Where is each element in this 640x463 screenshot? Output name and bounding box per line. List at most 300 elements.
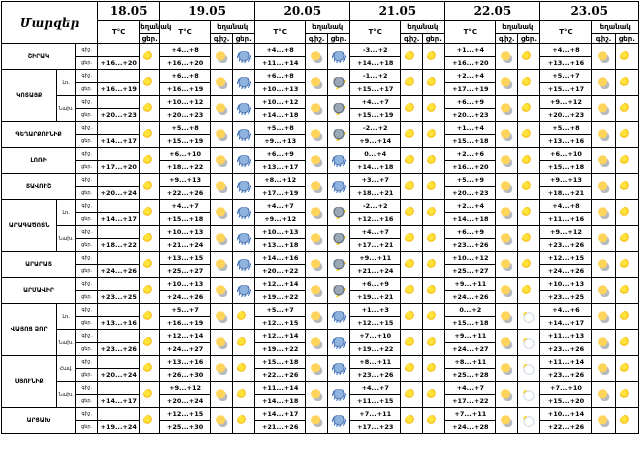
cloud-icon [522,311,536,323]
moon-icon [500,51,514,63]
temperature-cell: +20...+23 [540,109,592,122]
moon-icon [310,77,324,89]
temperature-cell [98,174,140,187]
temperature-cell: +12...+14 [160,330,211,343]
table-row [2,148,639,161]
moon-icon [597,103,611,115]
temperature-cell: +17...+19 [255,187,306,200]
temperature-cell: +4...+7 [445,382,496,395]
temperature-cell: +10...+13 [160,226,211,239]
weather-icon-cell [328,174,350,200]
temperature-cell [98,304,140,317]
weather-icon-cell [306,330,328,356]
day-subheader: ցեր. [233,34,255,44]
weather-icon-cell [233,122,255,148]
sun-icon [143,155,157,167]
zone-label: Լռ. [57,70,76,96]
weather-icon-cell [306,382,328,408]
date-header-20-05: 20.05 [255,2,350,21]
table-row [2,44,639,57]
temperature-cell: +12...+16 [350,213,401,226]
weather-icon-cell [496,252,518,278]
region-name: ՇԻՐԱԿ [2,44,76,70]
temperature-cell: +12...+15 [350,317,401,330]
weather-icon-cell [615,200,638,226]
moon-icon [597,311,611,323]
temperature-cell: +21...+24 [350,265,401,278]
temperature-cell: +20...+24 [98,369,140,382]
rain-icon [237,77,251,89]
zone-label: Լռ. [57,304,76,330]
rain-icon [332,337,346,349]
weather-icon-cell [140,96,160,122]
moon-icon [215,415,229,427]
weather-icon-cell [592,278,615,304]
zone-label: Լռ. [57,200,76,226]
weather-icon-cell [401,200,423,226]
day-label: ցեր. [76,239,98,252]
weather-icon-cell [140,252,160,278]
temperature-cell: +15...+19 [350,109,401,122]
moon-icon [597,207,611,219]
temperature-cell: +24...+28 [445,421,496,434]
weather-icon-cell [423,148,445,174]
rain-icon [332,389,346,401]
moon-icon [500,311,514,323]
weather-header: եղանակ [401,21,445,34]
weather-header: եղանակ [496,21,540,34]
night-label: գիշ. [76,44,98,57]
temperature-cell: +24...+27 [445,343,496,356]
temperature-cell: +6...+9 [445,96,496,109]
temperature-cell: +6...+8 [160,70,211,83]
temperature-cell: +24...+26 [160,291,211,304]
temperature-cell: +20...+22 [255,265,306,278]
temperature-cell: -2...+2 [350,122,401,135]
weather-icon-cell [423,70,445,96]
moon-icon [310,51,324,63]
weather-icon-cell [615,70,638,96]
storm-icon [332,103,346,115]
sun-icon [405,311,419,323]
temperature-cell: +19...+22 [350,343,401,356]
weather-icon-cell [233,278,255,304]
weather-icon-cell [306,408,328,434]
weather-icon-cell [328,122,350,148]
moon-icon [500,259,514,271]
date-header-21-05: 21.05 [350,2,445,21]
rain-icon [332,415,346,427]
temperature-cell: +12...+15 [160,408,211,421]
day-subheader: ցեր. [518,34,540,44]
temperature-cell [98,96,140,109]
moon-icon [215,389,229,401]
temperature-cell: +10...+12 [160,96,211,109]
moon-icon [597,259,611,271]
cloud-icon [522,389,536,401]
temperature-cell: +25...+27 [160,265,211,278]
temperature-cell: +13...+16 [98,317,140,330]
sun-icon [427,389,441,401]
weather-icon-cell [592,330,615,356]
weather-icon-cell [518,70,540,96]
sun-icon [405,233,419,245]
weather-icon-cell [592,148,615,174]
temperature-cell: +9...+12 [255,213,306,226]
temperature-cell: +11...+14 [255,382,306,395]
weather-icon-cell [306,226,328,252]
weather-icon-cell [306,278,328,304]
sun-icon [405,129,419,141]
temperature-cell: +25...+28 [445,369,496,382]
temperature-cell: +16...+19 [160,317,211,330]
moon-icon [215,51,229,63]
sun-icon [405,51,419,63]
temperature-cell: +6...+9 [255,148,306,161]
weather-icon-cell [140,330,160,356]
weather-icon-cell [140,382,160,408]
sun-icon [405,181,419,193]
temperature-cell: +14...+18 [350,57,401,70]
sun-icon [620,103,634,115]
temperature-cell: +23...+25 [540,291,592,304]
temperature-cell: -2...+2 [350,200,401,213]
temperature-cell: +4...+7 [350,382,401,395]
moon-icon [500,155,514,167]
weather-icon-cell [233,382,255,408]
temperature-cell: +14...+18 [255,395,306,408]
sun-icon [405,155,419,167]
moon-icon [597,337,611,349]
rain-icon [237,259,251,271]
weather-icon-cell [233,174,255,200]
sun-icon [143,389,157,401]
sun-icon [237,311,251,323]
temperature-cell: +20...+23 [445,109,496,122]
temperature-cell: +13...+18 [255,239,306,252]
forecast-table [1,1,639,434]
temperature-cell: +24...+26 [98,265,140,278]
cloud-icon [522,363,536,375]
weather-icon-cell [401,122,423,148]
temperature-cell: +5...+7 [540,70,592,83]
weather-icon-cell [211,200,233,226]
temperature-cell: +14...+18 [445,213,496,226]
weather-icon-cell [328,226,350,252]
moon-icon [500,233,514,245]
weather-icon-cell [140,148,160,174]
temperature-cell: +9...+14 [350,135,401,148]
temperature-cell: +8...+12 [255,174,306,187]
temperature-cell: +2...+4 [445,200,496,213]
weather-icon-cell [496,304,518,330]
temperature-cell: +12...+14 [255,278,306,291]
day-subheader: ցեր. [141,34,158,43]
weather-icon-cell [140,278,160,304]
temperature-cell: +24...+26 [540,265,592,278]
day-label: ցեր. [76,161,98,174]
sun-icon [620,363,634,375]
night-subheader: գիշ. [211,34,233,44]
moon-icon [597,233,611,245]
temperature-cell: +9...+13 [160,174,211,187]
weather-icon-cell [401,148,423,174]
temperature-cell: +25...+30 [160,421,211,434]
weather-icon-cell [615,356,638,382]
moon-icon [310,389,324,401]
temperature-cell: +25...+27 [445,265,496,278]
temperature-cell: +4...+8 [540,44,592,57]
moon-icon [597,181,611,193]
temperature-cell: +5...+7 [255,304,306,317]
temperature-cell [98,408,140,421]
zone-label: Հավ. [57,356,76,382]
weather-icon-cell [401,278,423,304]
weather-icon-cell [233,200,255,226]
sun-icon [143,337,157,349]
temperature-cell: +10...+13 [255,226,306,239]
regions-header: Մարզեր [2,2,98,44]
day-label: ցեր. [76,369,98,382]
weather-icon-cell [401,382,423,408]
weather-icon-cell [518,278,540,304]
weather-icon-cell [615,304,638,330]
temperature-cell: 0...+2 [445,304,496,317]
moon-icon [215,77,229,89]
temperature-cell: +26...+30 [160,369,211,382]
temperature-cell: +9...+12 [540,226,592,239]
temperature-cell: +3...+7 [350,174,401,187]
table-row [2,122,639,135]
day-subheader: ցեր. [328,34,350,44]
temperature-cell: +15...+18 [255,356,306,369]
moon-icon [310,155,324,167]
temperature-cell: +16...+20 [445,57,496,70]
moon-icon [310,363,324,375]
moon-icon [215,155,229,167]
weather-icon-cell [211,174,233,200]
weather-icon-cell [615,148,638,174]
weather-icon-cell [306,356,328,382]
night-subheader: գիշ. [401,34,423,44]
weather-icon-cell [615,174,638,200]
weather-icon-cell [328,44,350,70]
weather-icon-cell [211,96,233,122]
temperature-cell: +24...+26 [445,291,496,304]
temperature-cell [98,148,140,161]
weather-icon-cell [306,44,328,70]
temperature-cell: +15...+18 [160,213,211,226]
temperature-cell: +22...+26 [540,421,592,434]
moon-icon [597,415,611,427]
region-name: ԼՈՌԻ [2,148,76,174]
date-header-22-05: 22.05 [445,2,540,21]
sun-icon [522,51,536,63]
weather-icon-cell [496,356,518,382]
day-label: ցեր. [76,343,98,356]
region-name: ԱՐԱԳԱԾՈՏՆ [2,200,57,252]
weather-icon-cell [496,382,518,408]
weather-icon-cell [423,200,445,226]
temperature-cell: +11...+15 [350,395,401,408]
moon-icon [310,181,324,193]
night-label: գիշ. [76,70,98,83]
weather-header: եղանակ [592,21,639,34]
date-header-19-05: 19.05 [160,2,255,21]
sun-icon [405,337,419,349]
weather-icon-cell [401,174,423,200]
temperature-cell: +14...+18 [350,161,401,174]
moon-icon [310,129,324,141]
rain-icon [237,233,251,245]
rain-icon [332,155,346,167]
moon-icon [500,285,514,297]
temperature-cell: +9...+11 [445,330,496,343]
storm-icon [332,285,346,297]
temp-header: T°C [445,21,496,44]
sun-icon [427,415,441,427]
temperature-cell: +12...+15 [255,317,306,330]
rain-icon [332,363,346,375]
night-label: գիշ. [76,200,98,213]
moon-icon [310,337,324,349]
weather-icon-cell [496,408,518,434]
moon-icon [597,51,611,63]
temperature-cell: +18...+21 [350,187,401,200]
moon-icon [500,363,514,375]
temperature-cell: +11...+14 [540,356,592,369]
zone-label: Նախ. [57,96,76,122]
temperature-cell: +22...+26 [255,369,306,382]
weather-icon-cell [233,304,255,330]
sun-icon [620,181,634,193]
rain-icon [237,181,251,193]
temperature-cell: +16...+20 [445,161,496,174]
temperature-cell: +23...+25 [98,291,140,304]
temperature-cell: +4...+8 [160,44,211,57]
temperature-cell: +10...+12 [445,252,496,265]
weather-icon-cell [211,70,233,96]
sun-icon [143,51,157,63]
temperature-cell: +16...+19 [160,83,211,96]
day-label: ցեր. [76,395,98,408]
temperature-cell: +2...+6 [445,148,496,161]
sun-icon [143,207,157,219]
temperature-cell: +16...+20 [98,57,140,70]
night-label: գիշ. [76,226,98,239]
night-label: գիշ. [76,148,98,161]
temperature-cell: +4...+8 [255,44,306,57]
zone-label: Նախ. [57,382,76,408]
moon-icon [597,77,611,89]
rain-icon [237,51,251,63]
moon-icon [215,207,229,219]
weather-icon-cell [592,96,615,122]
weather-icon-cell [211,356,233,382]
weather-icon-cell [496,96,518,122]
temperature-cell: +12...+15 [540,252,592,265]
temperature-cell: +14...+18 [255,109,306,122]
region-name: ԱՐՄԱՎԻՐ [2,278,76,304]
weather-icon-cell [233,408,255,434]
table-row [2,382,639,395]
storm-icon [332,259,346,271]
sun-icon [620,51,634,63]
weather-icon-cell [496,174,518,200]
moon-icon [500,389,514,401]
temperature-cell [98,226,140,239]
moon-icon [597,389,611,401]
weather-icon-cell [306,252,328,278]
sun-icon [522,129,536,141]
sun-icon [522,103,536,115]
temperature-cell: +17...+19 [445,83,496,96]
sun-icon [620,77,634,89]
zone-label: Նախ. [57,226,76,252]
date-header-18-05: 18.05 [98,2,160,21]
temperature-cell: +13...+16 [160,356,211,369]
day-subheader: ցեր. [423,34,445,44]
sun-icon [427,181,441,193]
sun-icon [522,155,536,167]
sun-icon [405,415,419,427]
sun-icon [427,363,441,375]
temperature-cell: +19...+22 [255,291,306,304]
weather-icon-cell [423,122,445,148]
weather-icon-cell [615,96,638,122]
weather-icon-cell [140,304,160,330]
temperature-cell: +23...+26 [350,369,401,382]
temperature-cell: +10...+14 [540,408,592,421]
temperature-cell: +6...+8 [255,70,306,83]
night-label: գիշ. [76,382,98,395]
temperature-cell: +18...+22 [98,239,140,252]
weather-icon-cell [401,252,423,278]
temperature-cell: +15...+19 [160,135,211,148]
night-label: գիշ. [76,278,98,291]
temperature-cell: +15...+20 [540,395,592,408]
weather-icon-cell [328,408,350,434]
sun-icon [405,77,419,89]
weather-icon-cell [328,278,350,304]
region-name: ԱՐՑԱԽ [2,408,76,434]
sun-icon [237,337,251,349]
rain-icon [237,103,251,115]
night-label: գիշ. [76,304,98,317]
temperature-cell: +20...+24 [160,395,211,408]
temperature-cell: +18...+21 [540,187,592,200]
weather-icon-cell [423,174,445,200]
region-name: ՍՅՈՒՆԻՔ [2,356,57,408]
weather-icon-cell [518,96,540,122]
temperature-cell: +6...+10 [160,148,211,161]
sun-icon [427,259,441,271]
weather-icon-cell [140,408,160,434]
temperature-cell: +23...+26 [540,239,592,252]
weather-icon-cell [328,382,350,408]
night-label: գիշ. [76,252,98,265]
rain-icon [332,51,346,63]
temperature-cell: +7...+11 [350,408,401,421]
weather-icon-cell [615,382,638,408]
temperature-cell: +23...+26 [540,369,592,382]
day-label: ցեր. [76,265,98,278]
temperature-cell: +24...+27 [160,343,211,356]
moon-icon [215,285,229,297]
weather-icon-cell [306,148,328,174]
weather-icon-cell [518,200,540,226]
temperature-cell: +21...+26 [255,421,306,434]
